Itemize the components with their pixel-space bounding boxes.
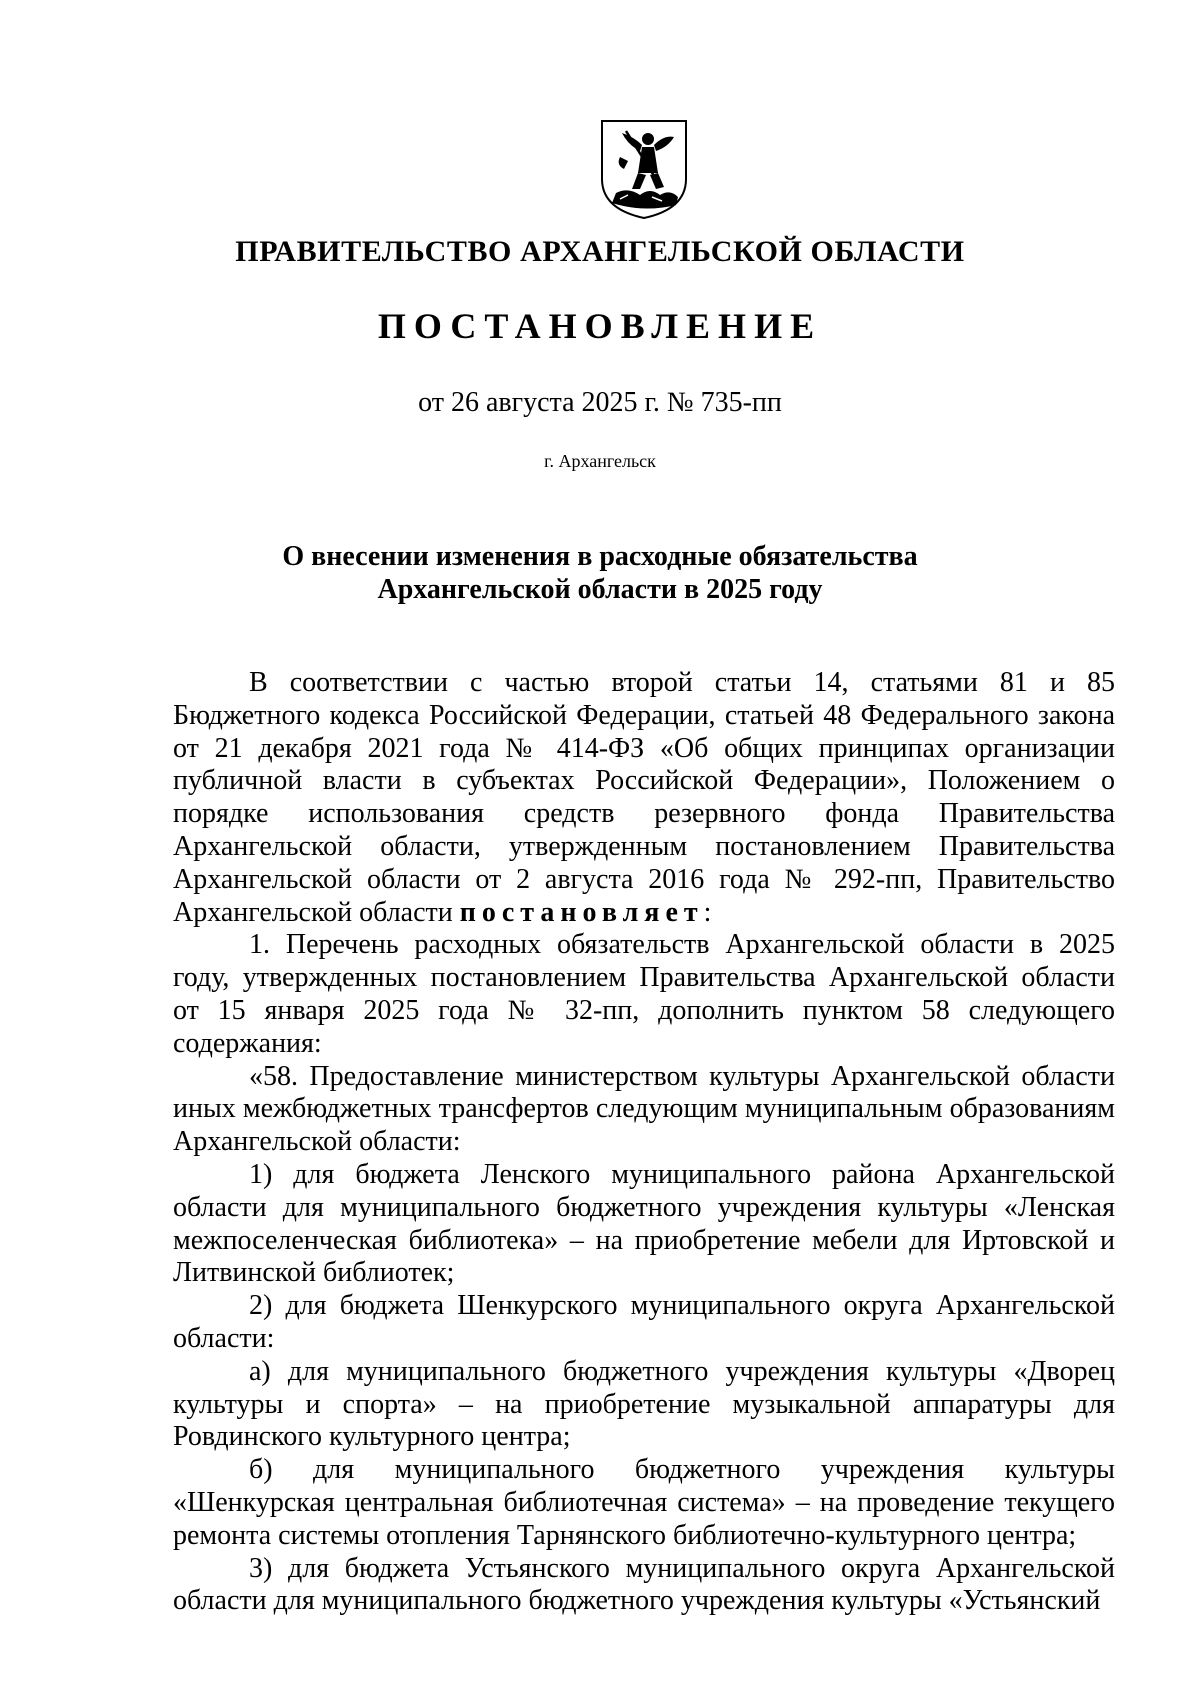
item-3: 3) для бюджета Устьянского муниципального округа Архангельской области для муниципального бюджетного учреждения культуры «Устьянский	[173, 1552, 1115, 1617]
city-name: г. Архангельск	[544, 451, 656, 471]
title-line-2: Архангельской области в 2025 году	[377, 574, 823, 605]
item-2: 2) для бюджета Шенкурского муниципального округа Архангельской области:	[173, 1290, 1115, 1354]
item-2a: а) для муниципального бюджетного учреждения культуры «Дворец культуры и спорта» – на приобретение музыкальной аппаратуры для Ровдинского культурного центра;	[173, 1355, 1115, 1453]
intro-text: В соответствии с частью второй статьи 14, статьями 81 и 85 Бюджетного кодекса Российской Федерации, статьей 48 Федерального закона от 21 декабря 2021 года № 414-ФЗ «Об общих принципах организации публичной власти в субъектах Российской Федерации», Положением о порядке использования средств резервного фонда Правительства Архангельской области, утвержденным постановлением Правительства Архангельской области от 2 августа 2016 года № 292-пп, Правительство Архангельской области	[173, 667, 1115, 928]
organization-name: ПРАВИТЕЛЬСТВО АРХАНГЕЛЬСКОЙ ОБЛАСТИ	[235, 235, 965, 268]
document-type: ПОСТАНОВЛЕНИЕ	[377, 306, 823, 346]
document-title	[0, 540, 1200, 606]
document-body	[173, 667, 1115, 1618]
title-line-1: О внесении изменения в расходные обязательства	[282, 541, 918, 572]
paragraph-1: 1. Перечень расходных обязательств Архангельской области в 2025 году, утвержденных постановлением Правительства Архангельской области от 15 января 2025 года № 32-пп, дополнить пунктом 58 следующего содержания:	[173, 929, 1115, 1059]
decree-colon: :	[703, 896, 712, 928]
item-2b: б) для муниципального бюджетного учреждения культуры «Шенкурская центральная библиотечная система» – на проведение текущего ремонта системы отопления Тарнянского библиотечно-культурного центра;	[173, 1454, 1115, 1551]
coat-of-arms-icon	[598, 117, 690, 221]
date-number: от 26 августа 2025 г. № 735-пп	[418, 387, 782, 418]
paragraph-58: «58. Предоставление министерством культуры Архангельской области иных межбюджетных трансфертов следующим муниципальным образованиям Архангельской области:	[173, 1060, 1115, 1158]
item-1: 1) для бюджета Ленского муниципального района Архангельской области для муниципального бюджетного учреждения культуры «Ленская межпоселенческая библиотека» – на приобретение мебели для Иртовской и Литвинской библиотек;	[173, 1158, 1115, 1289]
decree-word: постановляет	[459, 896, 704, 928]
intro-paragraph	[173, 667, 1115, 929]
